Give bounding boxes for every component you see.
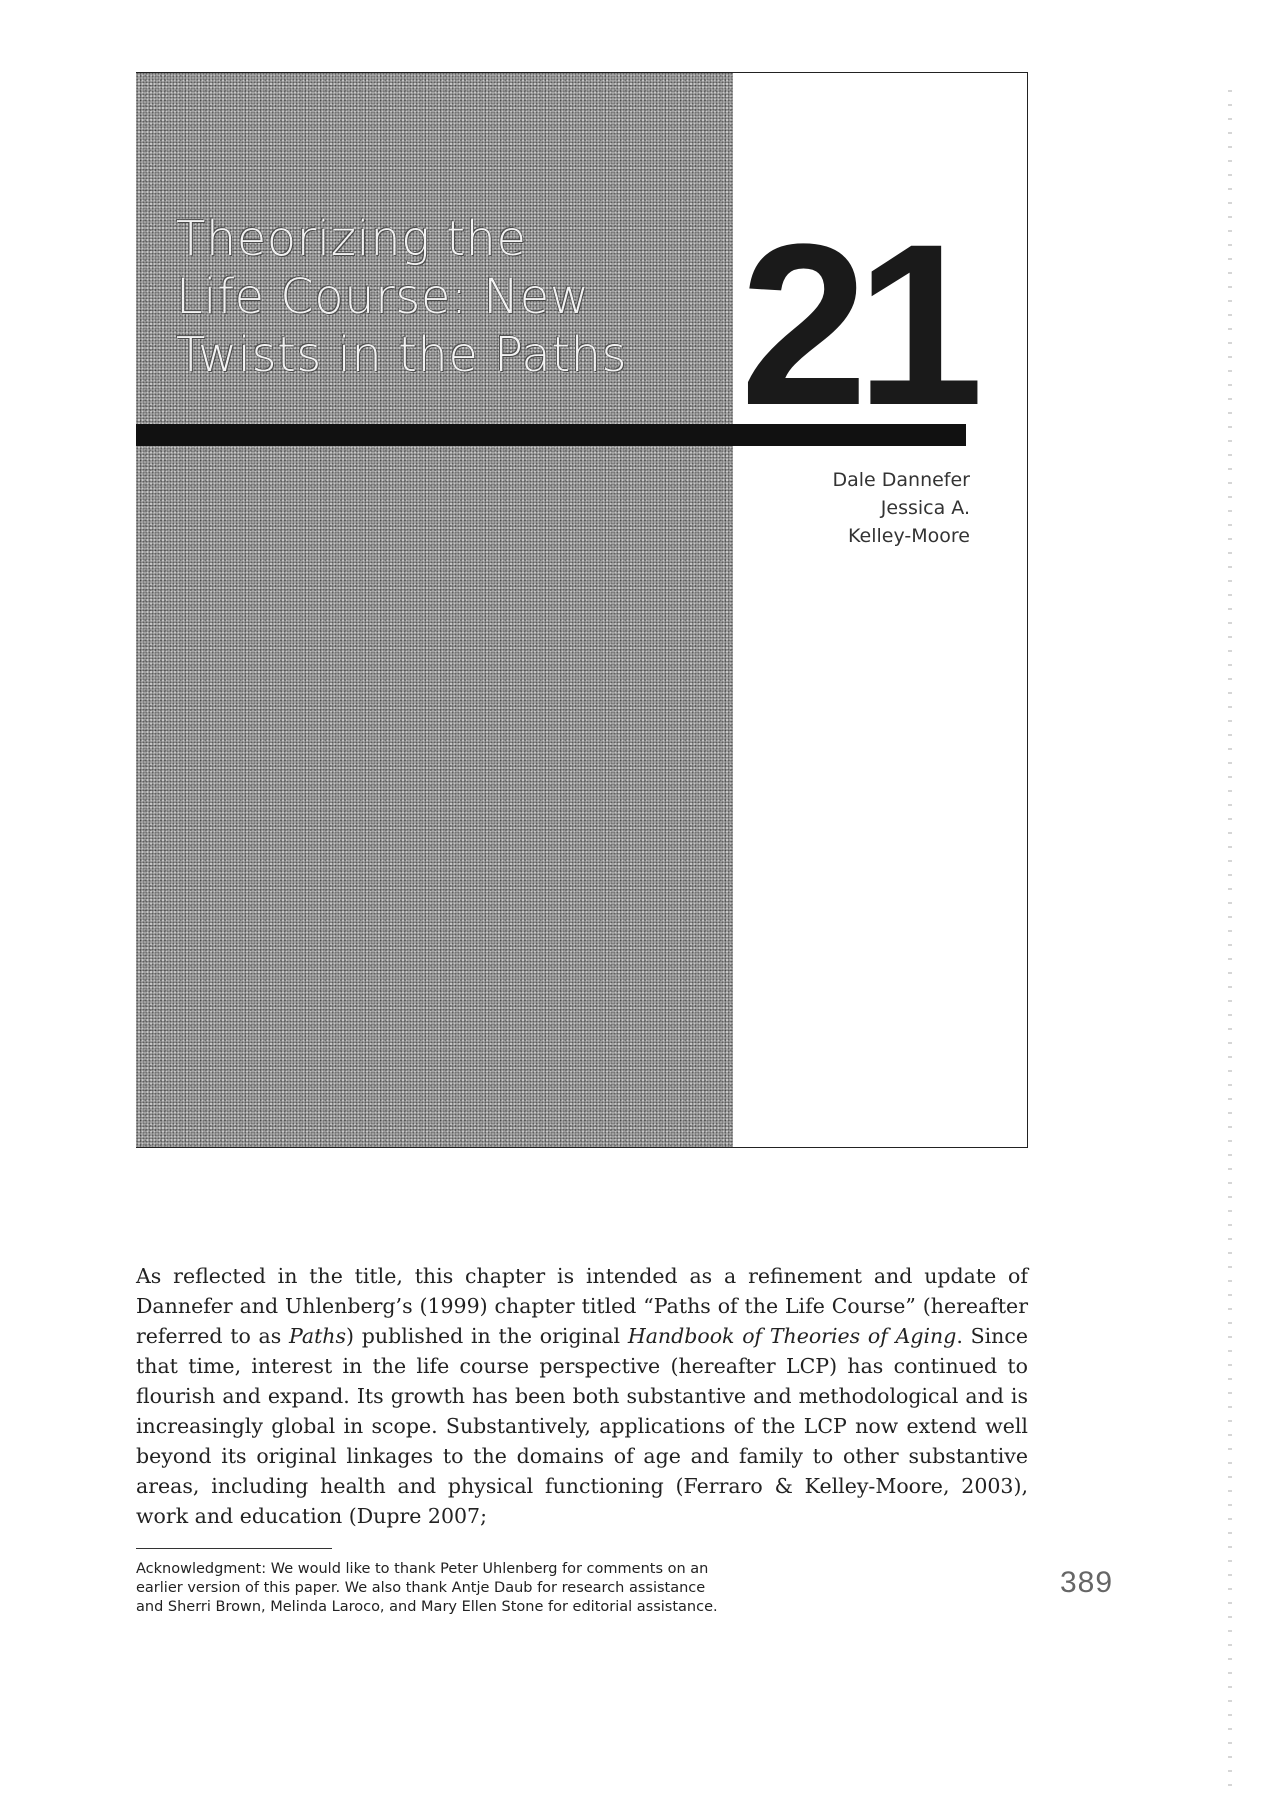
chapter-title-line: Life Course: New: [176, 269, 590, 325]
chapter-title-line: Twists in the Paths: [176, 327, 628, 383]
body-italic-handbook: Handbook of Theories of Aging: [627, 1323, 957, 1348]
footnote-rule: [136, 1548, 332, 1549]
body-italic-paths: Paths: [288, 1323, 347, 1348]
acknowledgment-footnote: Acknowledgment: We would like to thank Peter Uhlenberg for comments on an earlier version of this paper. We also thank Antje Daub for research assistance and Sherri Brown, Melinda Laroco, and Mary Ellen Stone for editorial assistance.: [136, 1561, 718, 1615]
chapter-authors: [760, 466, 970, 550]
author-line: Dale Dannefer: [832, 469, 970, 491]
chapter-title-line: Theorizing the: [176, 211, 527, 267]
body-text-run: ) published in the original: [346, 1323, 628, 1348]
body-paragraph: [136, 1261, 1028, 1531]
body-text-run: . Since that time, interest in the life course perspective (hereafter LCP) has continued to flourish and expand. Its growth has been both substantive and methodological and is increasingly global in scope. Substantively, applications of the LCP now extend well beyond its original linkages to the domains of age and family to other substantive areas, including health and physical functioning (Ferraro & Kelley-Moore, 2003), work and education (Dupre 2007;: [136, 1323, 1029, 1528]
chapter-number: 21: [740, 196, 972, 453]
body-text-run: As reflected in the title, this chapter is intended as a refinement and update of Dannefer and Uhlenberg’s (1999) chapter titled “Paths of the Life Course” (hereafter referred to as: [136, 1263, 1028, 1348]
chapter-title: [176, 210, 696, 384]
scan-edge-artifact: [1228, 90, 1232, 1790]
page-number: 389: [1060, 1566, 1114, 1599]
author-line: Kelley-Moore: [848, 525, 970, 547]
author-line: Jessica A.: [880, 497, 970, 519]
